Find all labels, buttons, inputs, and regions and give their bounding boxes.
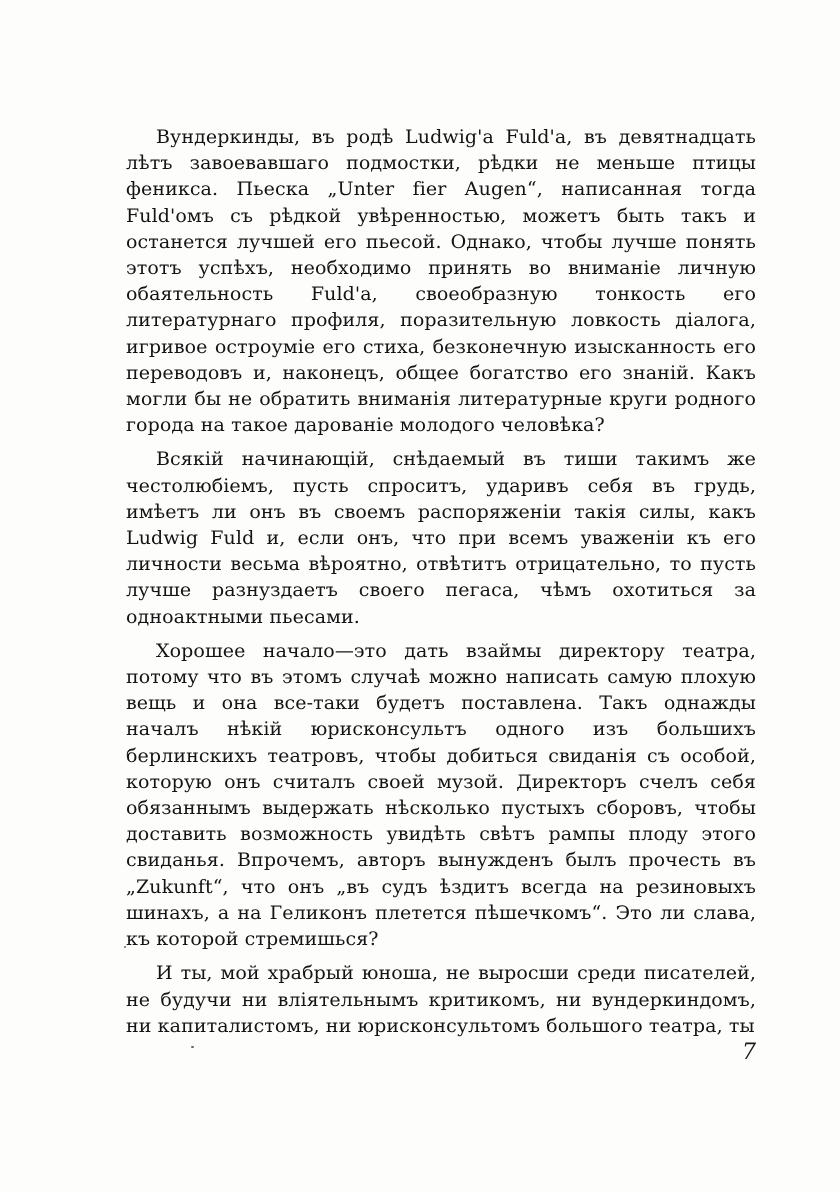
print-speck	[124, 946, 126, 948]
page-number: 7	[742, 1040, 756, 1065]
paragraph: Всякій начинающій, снѣдаемый въ тиши такимъ же честолюбіемъ, пусть спроситъ, ударивъ себя въ грудь, имѣетъ ли онъ въ своемъ распоряженіи такія силы, какъ Ludwig Fuld и, если онъ, что при всемъ уваженіи къ его личности весьма вѣроятно, отвѣтитъ отрицательно, то пусть лучше разнуздаетъ своего пегаса, чѣмъ охотиться за одноактными пьесами.	[126, 448, 756, 628]
paragraph: Хорошее начало—это дать взаймы директору театра, потому что въ этомъ случаѣ можно написать самую плохую вещь и она все-таки будетъ поставлена. Такъ однажды началъ нѣкій юрисконсультъ одного изъ большихъ берлинскихъ театровъ, чтобы добиться свиданія съ особой, которую онъ считалъ своей музой. Директоръ счелъ себя обязаннымъ выдержать нѣсколько пустыхъ сборовъ, чтобы доставить возможность увидѣть свѣтъ рампы плоду этого свиданья. Впрочемъ, авторъ вынужденъ былъ прочесть въ „Zukunft“, что онъ „въ судъ ѣздитъ всегда на резиновыхъ шинахъ, а на Геликонъ плетется пѣшечкомъ“. Это ли слава, къ которой стремишься?	[126, 639, 756, 951]
paragraph: Вундеркинды, въ родѣ Ludwig'a Fuld'a, въ девятнадцать лѣтъ завоевавшаго подмостки, рѣдки не меньше птицы феникса. Пьеска „Unter fier Augen“, написанная тогда Fuld'омъ съ рѣдкой увѣренностью, можетъ быть такъ и останется лучшей его пьесой. Однако, чтобы лучше понять этотъ успѣхъ, необходимо принять во вниманіе личную обаятельность Fuld'a, своеобразную тонкость его литературнаго профиля, поразительную ловкость діалога, игривое остроуміе его стиха, безконечную изысканность его переводовъ и, наконецъ, общее богатство его знаній. Какъ могли бы не обратить вниманія литературные круги родного города на такое дарованіе молодого человѣка?	[126, 126, 756, 437]
body-text	[126, 124, 756, 1039]
paragraph: И ты, мой храбрый юноша, не выросши среди писателей, не будучи ни вліятельнымъ критикомъ, ни вундеркиндомъ, ни капиталистомъ, ни юрисконсультомъ большого театра, ты	[126, 962, 756, 1037]
print-speck	[191, 1046, 194, 1048]
